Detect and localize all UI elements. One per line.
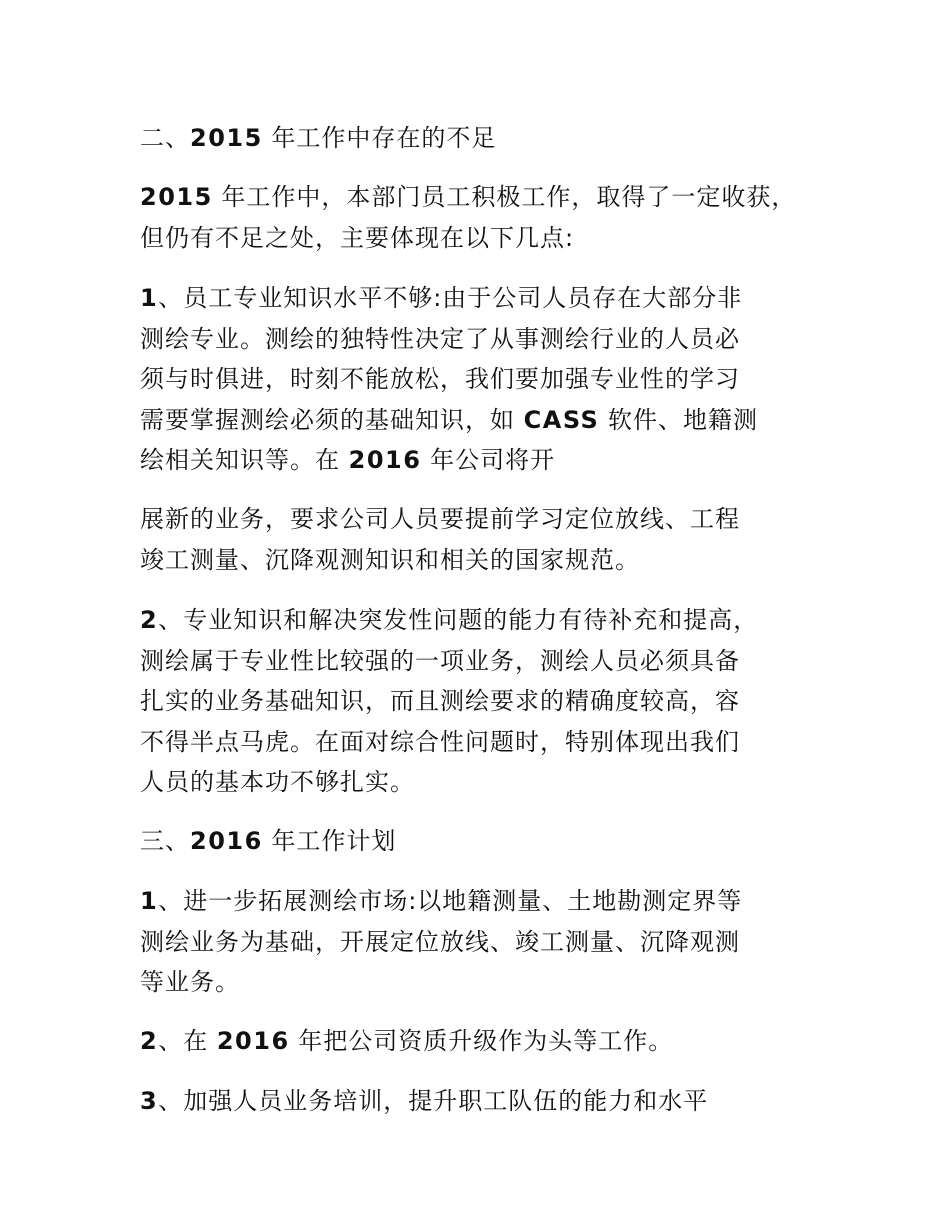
plan-2-text-a: 、在	[158, 1027, 217, 1055]
heading-2015-shortcomings	[140, 118, 840, 159]
item-1-cont-line-2: 竣工测量、沉降观测知识和相关的国家规范。	[140, 545, 640, 574]
heading-plan-prefix: 三、	[140, 827, 190, 855]
heading-2016-plan	[140, 821, 840, 862]
item-1-paragraph	[140, 278, 840, 481]
item-1-continued-paragraph	[140, 499, 840, 580]
item-2-line-3: 扎实的业务基础知识，而且测绘要求的精确度较高，容	[140, 687, 740, 715]
item-1-text-4a: 需要掌握测绘必须的基础知识，如	[140, 405, 524, 434]
heading-prefix: 二、	[140, 124, 190, 152]
plan-2-paragraph	[140, 1021, 840, 1062]
plan-3-text: 、加强人员业务培训，提升职工队伍的能力和水平	[158, 1087, 709, 1115]
plan-1-paragraph	[140, 881, 840, 1003]
item-1-text-5b: 年公司将开	[421, 446, 556, 474]
plan-3-line	[140, 1081, 840, 1122]
plan-1-line-1	[140, 881, 840, 922]
plan-1-number: 1	[140, 887, 159, 915]
item-1-text-4b: 软件、地籍测	[599, 405, 758, 434]
plan-2-year: 2016	[216, 1027, 290, 1055]
heading-plan-text: 年工作计划	[262, 827, 397, 855]
intro-line-1	[140, 177, 840, 218]
item-1-text-5a: 绘相关知识等。在	[140, 446, 349, 474]
item-1-line-1	[140, 278, 840, 319]
heading-year: 2015	[190, 124, 263, 152]
plan-1-line-3: 等业务。	[140, 968, 240, 996]
plan-2-number: 2	[140, 1027, 159, 1055]
heading-plan-year: 2016	[190, 827, 263, 855]
cass-term: CASS	[523, 405, 600, 434]
intro-paragraph	[140, 177, 840, 258]
heading-line	[140, 118, 840, 159]
plan-1-line-2: 测绘业务为基础，开展定位放线、竣工测量、沉降观测	[140, 927, 740, 956]
plan-2-line	[140, 1021, 840, 1062]
plan-2-text-b: 年把公司资质升级作为头等工作。	[289, 1027, 674, 1055]
item-2-line-2: 测绘属于专业性比较强的一项业务，测绘人员必须具备	[140, 646, 740, 675]
item-1-cont-line-1: 展新的业务，要求公司人员要提前学习定位放线、工程	[140, 505, 740, 533]
item-2-line-5: 人员的基本功不够扎实。	[140, 768, 415, 796]
item-1-line-2: 测绘专业。测绘的独特性决定了从事测绘行业的人员必	[140, 324, 740, 353]
item-1-line-4	[140, 400, 840, 441]
item-1-year: 2016	[348, 446, 422, 474]
item-2-text-1: 、专业知识和解决突发性问题的能力有待补充和提高，	[158, 606, 759, 634]
plan-3-number: 3	[140, 1087, 159, 1115]
heading-text: 年工作中存在的不足	[262, 124, 497, 152]
intro-line-2: 但仍有不足之处，主要体现在以下几点:	[140, 223, 575, 252]
item-1-line-3: 须与时俱进，时刻不能放松，我们要加强专业性的学习	[140, 365, 740, 393]
intro-text-1: 年工作中，本部门员工积极工作，取得了一定收获，	[212, 183, 797, 211]
item-2-number: 2	[140, 606, 159, 634]
item-1-number: 1	[140, 284, 159, 312]
plan-1-text-1: 、进一步拓展测绘市场:以地籍测量、土地勘测定界等	[158, 887, 743, 915]
plan-3-paragraph	[140, 1081, 840, 1122]
item-1-line-5	[140, 440, 840, 481]
item-2-line-4: 不得半点马虎。在面对综合性问题时，特别体现出我们	[140, 727, 740, 756]
item-2-line-1	[140, 600, 840, 641]
item-2-paragraph	[140, 600, 840, 803]
intro-year: 2015	[140, 183, 213, 211]
item-1-text-1: 、员工专业知识水平不够:由于公司人员存在大部分非	[158, 284, 743, 312]
heading-plan-line	[140, 821, 840, 862]
